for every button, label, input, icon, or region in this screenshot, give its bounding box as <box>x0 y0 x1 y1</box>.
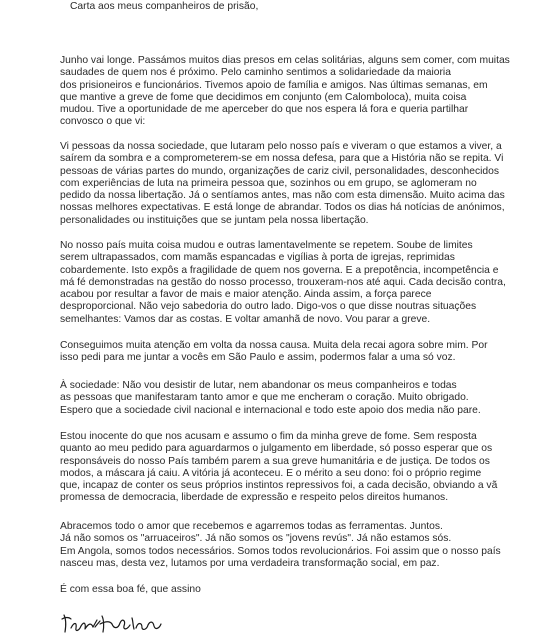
text-line: No nosso país muita coisa mudou e outras lamentavelmente se repetem. Soube de limites <box>60 240 473 251</box>
text-line: nasceu mas, desta vez, lutamos por uma verdadeira transformação social, em paz. <box>60 557 440 569</box>
text-line: responsáveis do nosso País também parem a sua greve humanitária e de justiça. De todos os <box>60 455 490 467</box>
text-line: semelhantes: Vamos dar as costas. E voltar amanhã de novo. Vou parar a greve. <box>60 313 431 325</box>
paragraph-society <box>60 380 550 417</box>
text-line: É com essa boa fé, que assino <box>60 584 201 595</box>
text-line: Vi pessoas da nossa sociedade, que lutaram pelo nosso país e viveram o que estamos a viver, a <box>60 141 502 152</box>
text-line: Espero que a sociedade civil nacional e internacional e todo este apoio dos media não pare. <box>60 404 481 416</box>
paragraph-support <box>60 141 550 227</box>
text-line: Estou inocente do que nos acusam e assumo o fim da minha greve de fome. Sem resposta <box>60 431 477 442</box>
paragraph-country <box>60 240 550 326</box>
text-line: personalidades ou instituições que se juntam pela nossa libertação. <box>60 214 369 226</box>
text-line: Junho vai longe. Passámos muitos dias presos em celas solitárias, alguns sem comer, com muitas <box>60 55 510 66</box>
text-line: convosco o que vi: <box>60 116 146 128</box>
text-line: quanto ao meu pedido para aguardarmos o julgamento em liberdade, só posso esperar que os <box>60 443 493 455</box>
text-line: cobardemente. Isto expôs a fragilidade de quem nos governa. E a prepotência, incompetência e <box>60 264 499 276</box>
text-line: dos prisioneiros e funcionários. Tivemos apoio de família e amigos. Nas últimas semanas, em <box>60 79 488 91</box>
text-line: promessa de democracia, liberdade de expressão e respeito pelos direitos humanos. <box>60 492 449 504</box>
text-line: as pessoas que manifestaram tanto amor e que me encheram o coração. Muito obrigado. <box>60 392 469 404</box>
paragraph-innocence <box>60 431 550 505</box>
text-line: pessoas de várias partes do mundo, organizações de cariz civil, personalidades, desconhecidos <box>60 165 500 177</box>
text-line: acabou por resultar a favor de mais e maior atenção. Ainda assim, a força parece <box>60 289 432 300</box>
paragraph-opening <box>60 55 550 129</box>
text-line: má fé demonstradas na gestão do nosso processo, trouxeram-nos até aqui. Cada decisão contra, <box>60 276 506 288</box>
text-line: mudou. Tive a oportunidade de me aperceber do que nos espera lá fora e queria partilhar <box>60 104 469 115</box>
text-line: Em Angola, somos todos necessários. Somos todos revolucionários. Foi assim que o nosso país <box>60 545 501 557</box>
text-line: pedido da nossa libertação. Já o sentíamos antes, mas não com esta dimensão. Muito acima das <box>60 190 505 201</box>
text-line: isso pedi para me juntar a vocês em São Paulo e assim, podermos falar a uma só voz. <box>60 352 456 364</box>
text-line: saudades de quem nos é próximo. Pelo caminho sentimos a solidariedade da maioria <box>60 67 451 79</box>
text-line: À sociedade: Não vou desistir de lutar, nem abandonar os meus companheiros e todas <box>60 380 457 391</box>
text-line: Já não somos os "arruaceiros". Já não somos os "jovens revús". Já não estamos sós. <box>60 533 452 545</box>
paragraph-attention <box>60 340 550 365</box>
text-line: que, incapaz de conter os seus próprios instintos repressivos foi, a cada decisão, obviando a vã <box>60 480 498 491</box>
paragraph-embrace <box>60 521 550 570</box>
text-line: desproporcional. Não vejo sabedoria do outro lado. Digo-vos o que disse noutras situações <box>60 301 477 313</box>
text-line: nossas melhores expectativas. E está longe de abrandar. Todos os dias há notícias de anónimos, <box>60 202 505 214</box>
paragraph-closing <box>60 584 550 596</box>
text-line: modos, a máscara já caiu. A vitória já aconteceu. E o mérito a seu dono: foi o próprio regime <box>60 467 482 479</box>
signature-icon <box>60 610 170 636</box>
text-line: Conseguimos muita atenção em volta da nossa causa. Muita dela recai agora sobre mim. Por <box>60 340 488 351</box>
letter-salutation: Carta aos meus companheiros de prisão, <box>70 1 259 12</box>
text-line: com experiências de luta na primeira pessoa que, sozinhos ou em grupo, se aglomeram no <box>60 177 477 189</box>
text-line: Abracemos todo o amor que recebemos e agarremos todas as ferramentas. Juntos. <box>60 521 443 532</box>
text-line: saírem da sombra e a comprometerem-se em nossa defesa, para que a História não se repita. Vi <box>60 153 504 165</box>
text-line: serem ultrapassados, com mamãs espancadas e vigílias à porta de igrejas, reprimidas <box>60 252 455 264</box>
text-line: que mantive a greve de fome que decidimos em conjunto (em Calomboloca), muita coisa <box>60 91 467 103</box>
